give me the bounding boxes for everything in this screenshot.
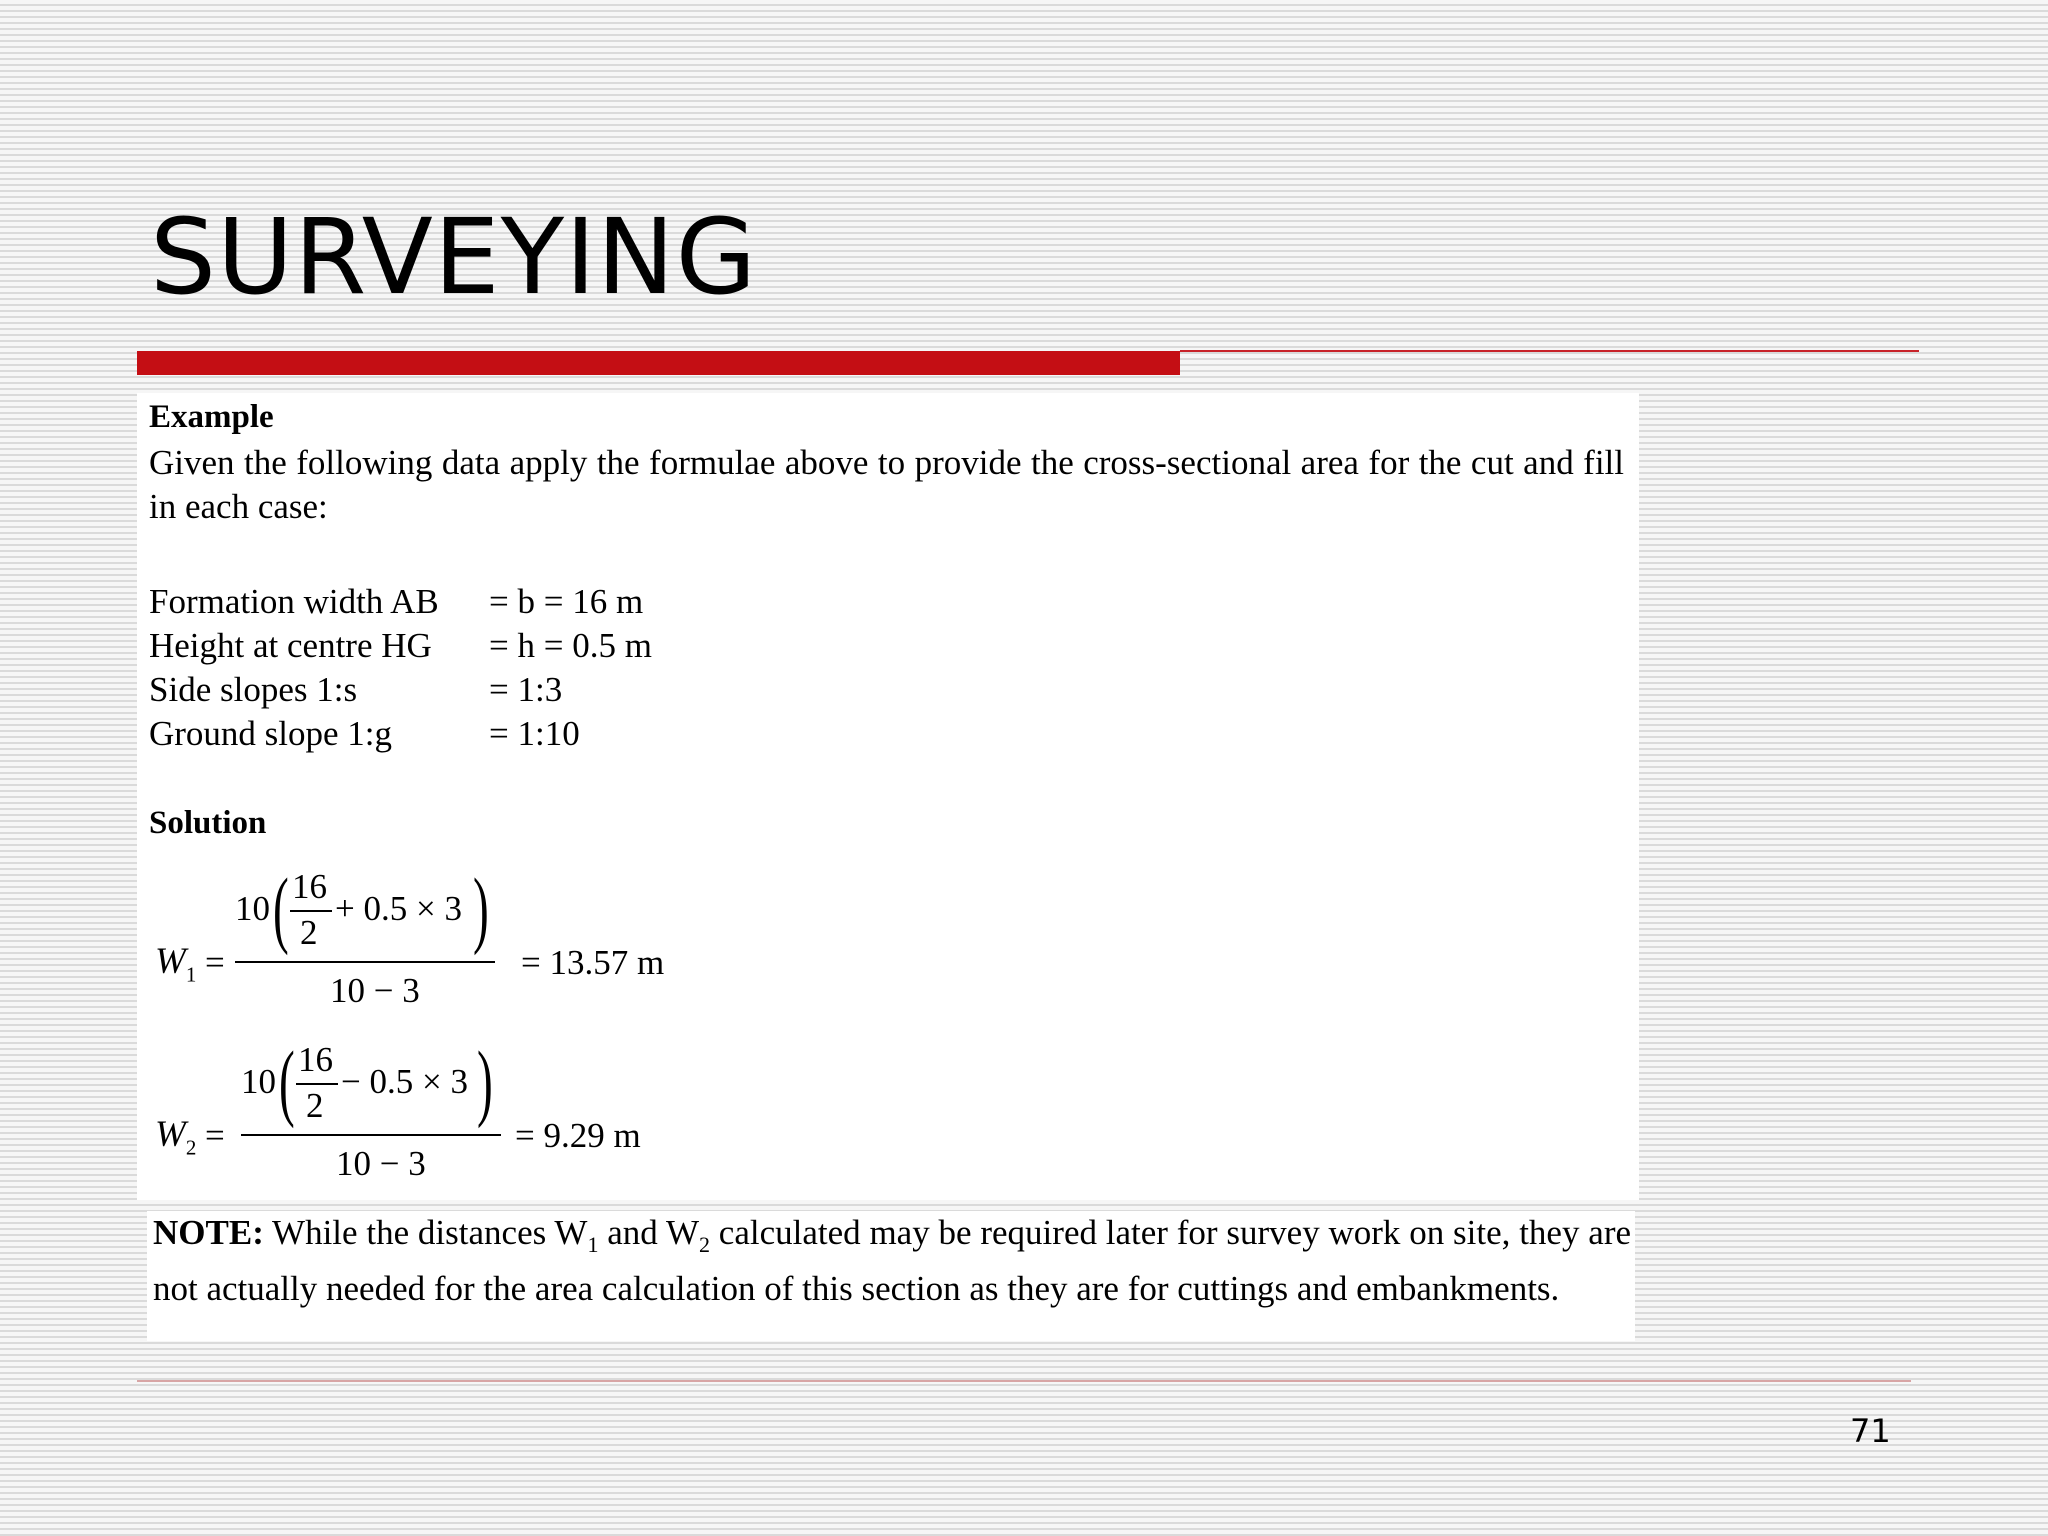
w2-right-paren: ) (477, 1033, 493, 1129)
w1-equation (155, 860, 715, 1013)
given-data-table (149, 580, 652, 756)
given-label: Formation width AB (149, 582, 439, 621)
w1-fraction-denominator: 2 (300, 913, 318, 952)
given-row (149, 624, 652, 668)
note-label: NOTE: (153, 1213, 264, 1252)
footer-divider-line (137, 1380, 1911, 1382)
w1-equals: = (205, 943, 225, 982)
solution-heading: Solution (149, 805, 267, 841)
w2-main-fraction-bar (241, 1134, 501, 1136)
example-heading: Example (149, 399, 274, 435)
note-subscript: 1 (587, 1232, 599, 1257)
w1-denominator: 10 − 3 (330, 971, 420, 1010)
w2-fraction-denominator: 2 (306, 1086, 324, 1125)
note-text-part: calculated may be required later for survey work on site, they are not actually needed for the area calculation of this section as they are for cuttings and embankments. (153, 1213, 1632, 1308)
title-accent-bar (137, 351, 1180, 375)
given-row (149, 668, 652, 712)
w2-fraction-bar (296, 1083, 338, 1085)
w2-fraction-numerator: 16 (298, 1040, 333, 1079)
w2-equation (155, 1033, 715, 1186)
w1-result: = 13.57 m (521, 943, 665, 982)
example-content (137, 393, 1639, 1200)
page-number: 71 (1850, 1412, 1891, 1450)
w1-right-paren: ) (473, 860, 489, 956)
given-label: Side slopes 1:s (149, 670, 358, 709)
example-intro: Given the following data apply the formulae above to provide the cross-sectional area for the cut and fill in each case: (149, 443, 1624, 526)
w1-coefficient: 10 (235, 889, 270, 928)
note-text-part: and W (598, 1213, 699, 1252)
slide-title: SURVEYING (150, 196, 758, 318)
w2-variable: $W_2$ (155, 1114, 197, 1160)
w2-denominator: 10 − 3 (336, 1144, 426, 1183)
given-value: = h = 0.5 m (489, 626, 652, 665)
given-value: = 1:10 (489, 714, 580, 753)
w2-tail: − 0.5 × 3 (341, 1062, 468, 1101)
note-subscript: 2 (699, 1232, 710, 1257)
w2-left-paren: ( (279, 1033, 295, 1129)
w1-variable: $W_1$ (155, 941, 197, 987)
given-label: Ground slope 1:g (149, 714, 393, 753)
title-divider-line (1180, 350, 1919, 352)
given-value: = b = 16 m (489, 582, 644, 621)
given-row (149, 712, 652, 756)
given-value: = 1:3 (489, 670, 563, 709)
w1-left-paren: ( (273, 860, 289, 956)
w1-main-fraction-bar (235, 961, 495, 963)
note-box (147, 1211, 1635, 1341)
given-label: Height at centre HG (149, 626, 432, 665)
given-row (149, 580, 652, 624)
note-text-part: While the distances W (263, 1213, 588, 1252)
w1-fraction-bar (290, 910, 332, 912)
w1-tail: + 0.5 × 3 (335, 889, 462, 928)
w2-coefficient: 10 (241, 1062, 276, 1101)
note-text (153, 1211, 1631, 1311)
w2-result: = 9.29 m (515, 1116, 641, 1155)
w2-equals: = (205, 1116, 225, 1155)
w1-fraction-numerator: 16 (292, 867, 327, 906)
